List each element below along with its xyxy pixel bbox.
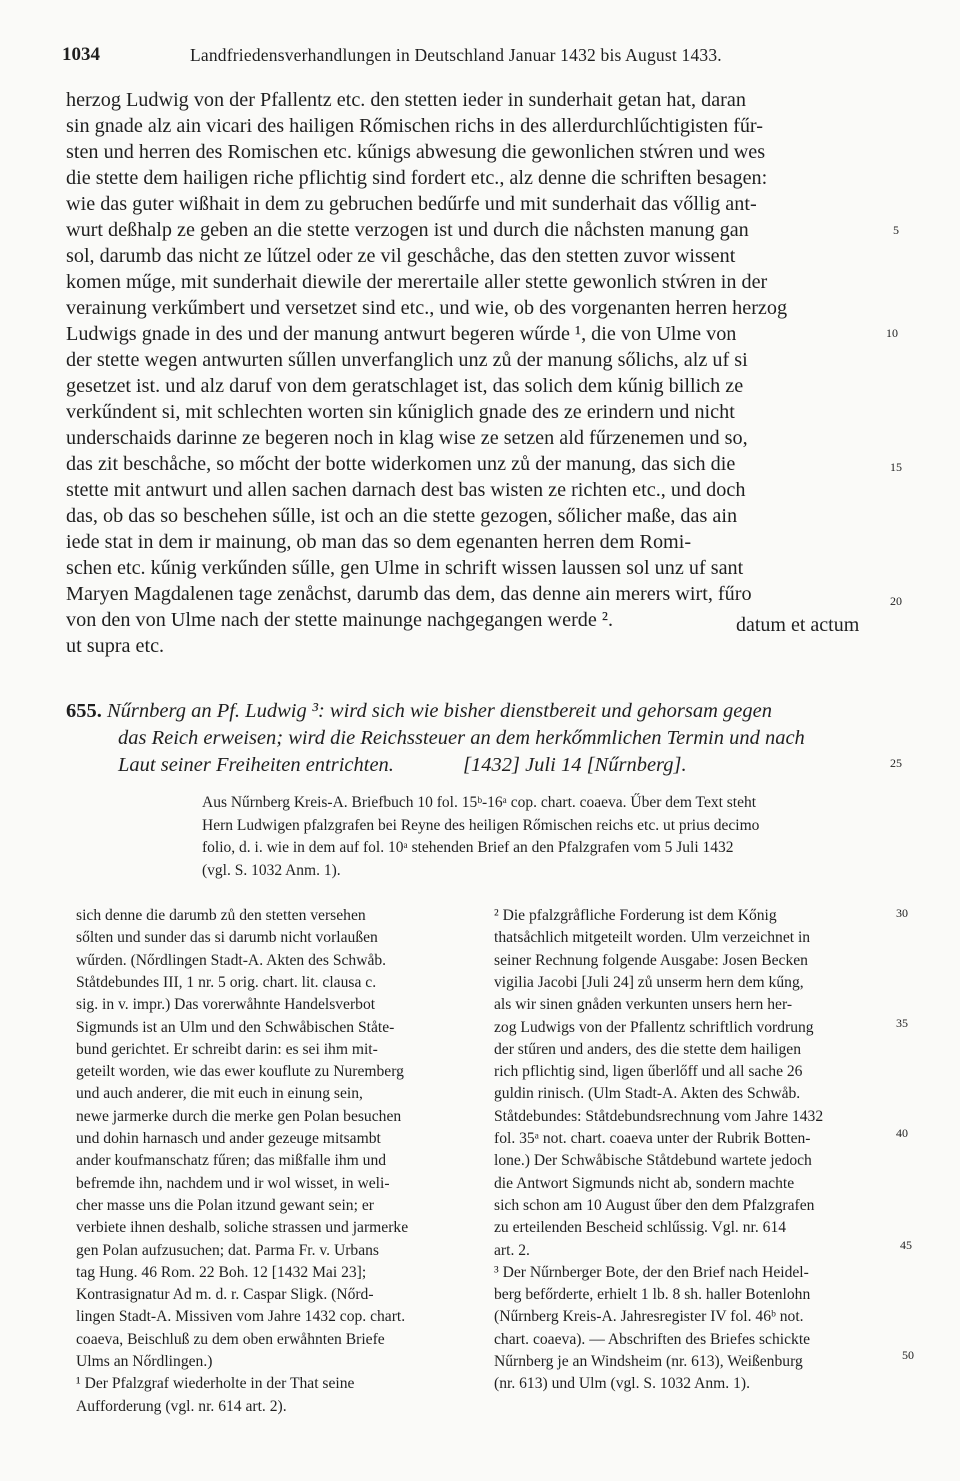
line-number: 50 (902, 1348, 914, 1362)
main-text-line: verkűndent si, mit schlechten worten sin kűniglich gnade des ze erindern und nicht (66, 401, 735, 423)
footnote-line: art. 2. (494, 1241, 530, 1259)
footnote-line: der stűren und anders, des die stette dem hailigen (494, 1040, 802, 1058)
source-note-line: folio, d. i. wie in dem auf fol. 10ᵃ stehenden Brief an den Pfalzgrafen vom 5 Juli 1432 (202, 839, 734, 856)
footnote-line: Nűrnberg je an Windsheim (nr. 613), Weißenburg (494, 1353, 803, 1370)
main-text-line: verainung verkűmbert und versetzet sind etc., und wie, ob des vorgenanten herren herzog (66, 297, 788, 319)
main-text-line: iede stat in dem ir mainung, ob man das so dem egenanten herren dem Romi- (66, 531, 692, 553)
line-number: 30 (896, 906, 908, 920)
main-text-extra: datum et actum (736, 614, 860, 636)
footnote-line: rich pflichtig sind, ligen űberlőff und all sache 26 (494, 1063, 803, 1081)
footnote-line: newe jarmerke durch die merke gen Polan besuchen (76, 1107, 402, 1125)
main-text-line: underschaids darinne ze begeren noch in klag wise ze setzen ald fűrzenemen und so, (66, 427, 748, 449)
footnote-line: gen Polan aufzusuchen; dat. Parma Fr. v. Urbans (76, 1241, 379, 1259)
footnote-line: Aufforderung (vgl. nr. 614 art. 2). (76, 1397, 287, 1415)
footnote-line: ² Die pfalzgråfliche Forderung ist dem Kőnig (494, 907, 777, 924)
main-text-line: komen műge, mit sunderhait diewile der merertaile aller stette gewonlich stẃren in der (66, 271, 768, 293)
footnote-line: sich denne die darumb zů den stetten versehen (76, 907, 366, 924)
footnote-line: (nr. 613) und Ulm (vgl. S. 1032 Anm. 1). (494, 1375, 750, 1393)
line-number: 5 (893, 223, 899, 237)
footnote-line: Ståtdebundes: Ståtdebundsrechnung vom Jahre 1432 (494, 1107, 824, 1125)
footnote-line: Sigmunds ist an Ulm und den Schwåbischen Ståte- (76, 1018, 395, 1036)
main-text-line: stette mit antwurt und allen sachen darnach dest bas wisten ze richten etc., und doch (66, 479, 746, 501)
footnote-line: tag Hung. 46 Rom. 22 Boh. 12 [1432 Mai 23]; (76, 1263, 367, 1281)
line-number: 15 (890, 460, 902, 474)
page-number: 1034 (62, 44, 100, 65)
footnote-line: und auch anderer, die mit euch in einung sein, (76, 1085, 363, 1103)
footnote-line: guldin rinisch. (Ulm Stadt-A. Akten des Schwåb. (494, 1085, 801, 1103)
main-text-line: das zit beschåche, so mőcht der botte widerkomen unz zů der manung, das sich die (66, 453, 736, 475)
main-text-line: sin gnade alz ain vicari des hailigen Rőmischen richs in des allerdurchlűchtigisten fűr- (66, 115, 763, 137)
entry-title-line-3: Laut seiner Freiheiten entrichten. (118, 754, 394, 776)
footnote-line: ³ Der Nűrnberger Bote, der den Brief nach Heidel- (494, 1263, 809, 1281)
footnote-line: als wir sinen gnåden verkunten unsers hern her- (494, 996, 793, 1014)
footnote-line: sőlten und sunder das si darumb nicht vorlaußen (76, 929, 378, 947)
main-text-line: Maryen Magdalenen tage zenåchst, darumb das dem, das denne ain merers wirt, fűro (66, 583, 752, 605)
line-number: 20 (890, 594, 902, 608)
main-text-line: gesetzet ist. und alz daruf von dem geratschlaget ist, das solich dem kűnig billich ze (66, 375, 744, 397)
line-number: 35 (896, 1016, 908, 1030)
main-text-line: der stette wegen antwurten sűllen unverfanglich unz zů der manung sőlichs, alz uf si (66, 349, 748, 371)
footnote-line: bund gerichtet. Er schreibt darin: es sei ihm mit- (76, 1040, 378, 1058)
footnote-line: chart. coaeva). — Abschriften des Briefes schickte (494, 1330, 811, 1348)
footnote-line: verbiete ihnen deshalb, soliche strassen und jarmerke (76, 1219, 409, 1237)
footnote-line: lone.) Der Schwåbische Ståtdebund wartete jedoch (494, 1152, 812, 1170)
main-text-line: wie das guter wißhait in dem zu gebruchen bedűrfe und mit sunderhait das vőllig ant- (66, 193, 757, 215)
footnote-line: befremde ihn, nachdem und ir wol wisset, in weli- (76, 1174, 390, 1192)
line-number: 45 (900, 1238, 912, 1252)
entry-title-text: Nűrnberg an Pf. Ludwig ³: wird sich wie bisher dienstbereit und gehorsam gegen (107, 700, 772, 722)
footnote-line: Kontrasignatur Ad m. d. r. Caspar Sligk. (Nőrd- (76, 1286, 374, 1304)
footnote-line: ¹ Der Pfalzgraf wiederholte in der That seine (76, 1375, 355, 1393)
footnote-line: Ståtdebundes III, 1 nr. 5 orig. chart. lit. clausa c. (76, 973, 377, 991)
main-text-line: schen etc. kűnig verkűnden sűlle, gen Ulme in schrift wissen laussen sol unz uf sant (66, 557, 744, 579)
footnote-line: zog Ludwigs von der Pfallentz schriftlich vordrung (494, 1018, 814, 1036)
footnote-line: zu erteilenden Bescheid schlűssig. Vgl. nr. 614 (494, 1219, 787, 1237)
main-text-line: ut supra etc. (66, 635, 165, 657)
footnote-line: fol. 35ᵃ not. chart. coaeva unter der Rubrik Botten- (494, 1130, 811, 1147)
footnote-line: sig. in v. impr.) Das vorerwåhnte Handelsverbot (76, 996, 376, 1014)
main-text-line: die stette dem hailigen riche pflichtig sind fordert etc., alz denne die schriften besagen: (66, 167, 768, 189)
entry-title-line-1 (66, 700, 772, 723)
footnote-line: (Nűrnberg Kreis-A. Jahresregister IV fol. 46ᵇ not. (494, 1308, 804, 1326)
footnote-line: lingen Stadt-A. Missiven vom Jahre 1432 cop. chart. (76, 1308, 406, 1326)
source-note-line: Aus Nűrnberg Kreis-A. Briefbuch 10 fol. 15ᵇ-16ᵃ cop. chart. coaeva. Űber dem Text steht (202, 794, 757, 811)
main-text-line: wurt deßhalp ze geben an die stette verzogen ist und durch die nåchsten manung gan (66, 219, 749, 241)
main-text-line: sten und herren des Romischen etc. kűnigs abwesung die gewonlichen stẃren und wes (66, 141, 766, 163)
footnote-line: Ulms an Nőrdlingen.) (76, 1353, 213, 1370)
line-number: 10 (886, 326, 898, 340)
entry-date: [1432] Juli 14 [Nűrnberg]. (463, 754, 687, 776)
source-note-line: Hern Ludwigen pfalzgrafen bei Reyne des heiligen Rőmischen reichs etc. ut prius decimo (202, 816, 760, 834)
footnote-line: die Antwort Sigmunds nicht ab, sondern machte (494, 1174, 795, 1192)
footnote-line: geteilt worden, wie das ewer kouflute zu Nuremberg (76, 1063, 404, 1081)
main-text-line: sol, darumb das nicht ze lűtzel oder ze vil geschåche, das den stetten zuvor wissent (66, 245, 736, 267)
footnote-line: ander koufmanschatz fűren; das mißfalle ihm und (76, 1152, 387, 1170)
footnote-line: thatsåchlich mitgeteilt worden. Ulm verzeichnet in (494, 929, 811, 947)
entry-number: 655. (66, 700, 102, 722)
main-text-line: das, ob das so beschehen sűlle, ist och an die stette gezogen, sőlicher maße, das ain (66, 505, 738, 527)
footnote-line: sich schon am 10 August űber den dem Pfalzgrafen (494, 1196, 815, 1214)
running-title: Landfriedensverhandlungen in Deutschland Januar 1432 bis August 1433. (190, 45, 722, 65)
main-text-line: von den von Ulme nach der stette mainunge nachgegangen werde ². (66, 609, 613, 631)
footnote-line: berg befőrderte, erhielt 1 lb. 8 sh. haller Botenlohn (494, 1286, 811, 1304)
line-number: 25 (890, 756, 902, 770)
line-number: 40 (896, 1126, 908, 1140)
source-note-line: (vgl. S. 1032 Anm. 1). (202, 861, 341, 879)
footnote-line: cher masse uns die Polan itzund gewant sein; er (76, 1196, 374, 1214)
footnote-line: und dohin harnasch und ander gezeuge mitsambt (76, 1130, 381, 1147)
main-text-line: Ludwigs gnade in des und der manung antwurt begeren wűrde ¹, die von Ulme von (66, 323, 737, 345)
main-text-line: herzog Ludwig von der Pfallentz etc. den stetten ieder in sunderhait getan hat, daran (66, 89, 746, 111)
footnote-line: coaeva, Beischluß zu dem oben erwåhnten Briefe (76, 1330, 385, 1348)
footnote-line: vigilia Jacobi [Juli 24] zů unserm hern dem kűng, (494, 973, 804, 991)
footnote-line: wűrden. (Nőrdlingen Stadt-A. Akten des Schwåb. (76, 951, 387, 969)
footnote-line: seiner Rechnung folgende Ausgabe: Josen Becken (494, 951, 808, 969)
entry-title-line-2: das Reich erweisen; wird die Reichssteuer an dem herkőmmlichen Termin und nach (118, 727, 805, 749)
